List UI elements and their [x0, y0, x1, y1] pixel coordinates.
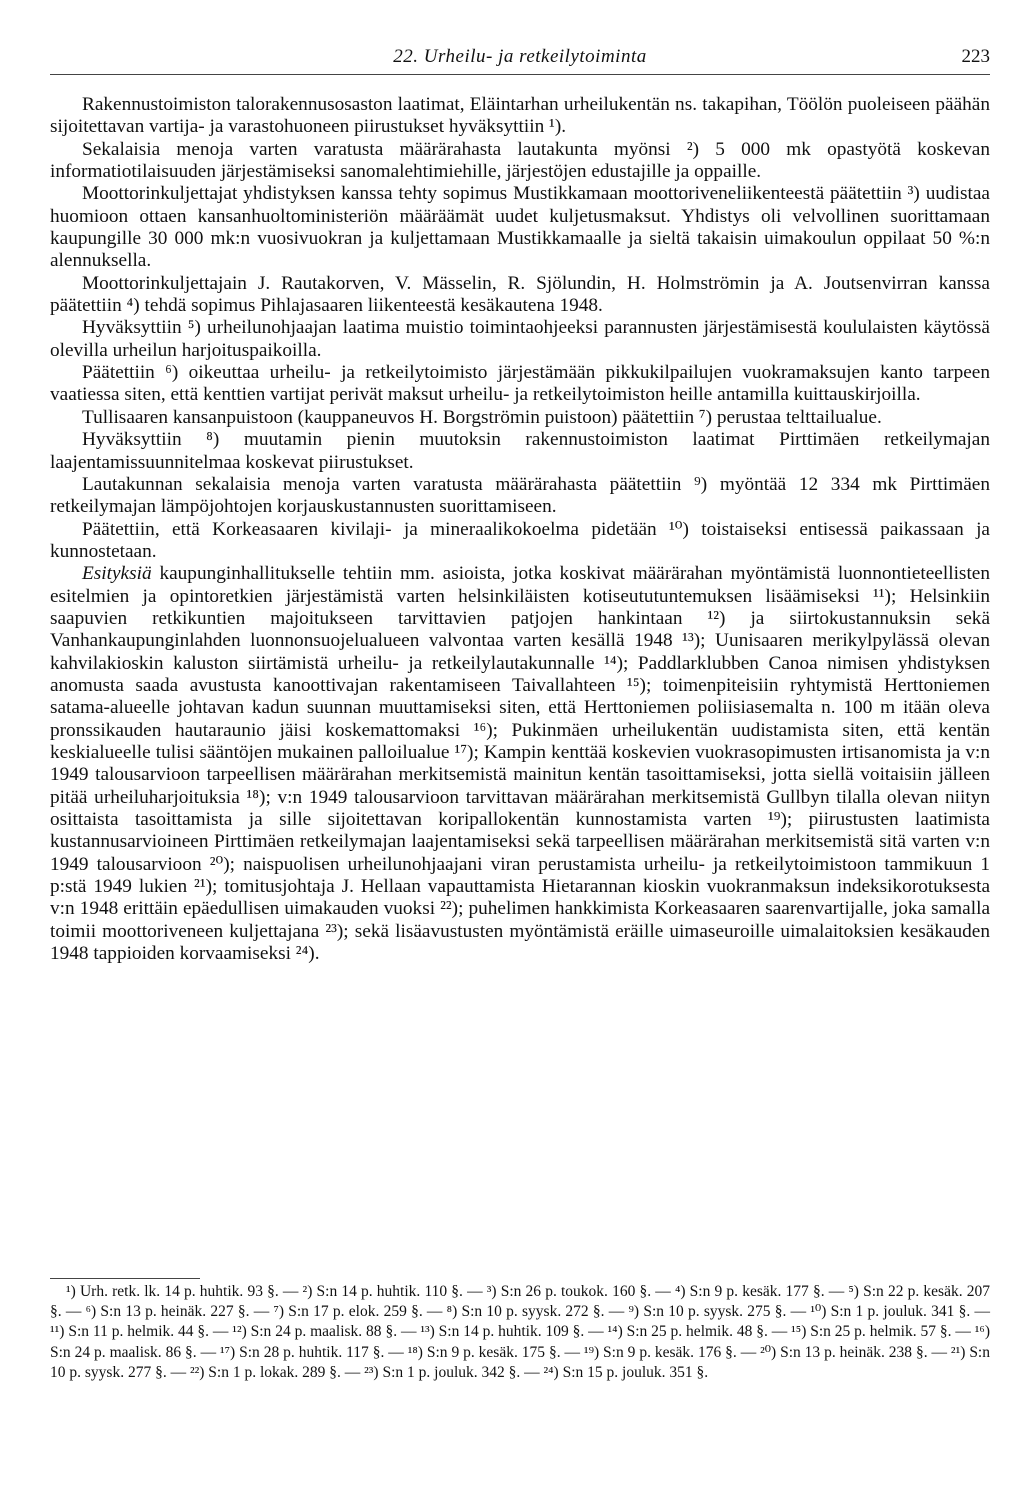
footnotes: [50, 1282, 990, 1383]
header-rule: [50, 74, 990, 75]
paragraph: Päätettiin, että Korkeasaaren kivilaji- ja mineraalikokoelma pidetään ¹⁰) toistaiseksi entisessä paikassaan ja kunnostetaan.: [50, 518, 990, 562]
esityksia-text: kaupunginhallitukselle tehtiin mm. asioista, jotka koskivat määrärahan myöntämistä luonnontieteellisten esitelmien ja opintoretkien järjestämistä varten helsinkiläisten kotiseututuntemuksen lisäämiseksi ¹¹); Helsinkiin saapuvien retkikuntien majoitukseen tarvittavien patjojen hankintaan ¹²) ja siirtokustannuksin sekä Vanhankaupunginlahden luonnonsuojelualueen valvontaa varten kesällä 1948 ¹³); Uunisaaren merikylpylässä olevan kahvilakioskin kaluston siirtämistä urheilu- ja retkeilylautakunnalle ¹⁴); Paddlarklubben Canoa nimisen yhdistyksen anomusta saada avustusta kanoottivajan rakentamiseen Taivallahteen ¹⁵); toimenpiteisiin ryhtymistä Herttoniemen satama-alueelle johtavan kadun suunnan muuttamiseksi siten, että Herttoniemen poliisiasemalta n. 100 m itään oleva pronssikauden hautaraunio jäisi koskemattomaksi ¹⁶); Pukinmäen urheilukentän uudistamista siten, että kentän keskialueelle tulisi sääntöjen mukainen palloilualue ¹⁷); Kampin kenttää koskevien vuokrasopimusten irtisanomista ja v:n 1949 talousarvioon tarpeellisen määrärahan merkitsemistä mainitun kentän tasoittamiseksi, jotta siellä voitaisiin jälleen pitää urheiluharjoituksia ¹⁸); v:n 1949 talousarvioon tarvittavan määrärahan merkitsemistä Gullbyn tilalla olevan niityn osittaista tasoittamista ja sille sijoitettavan koripallokentän kunnostamista varten ¹⁹); piirustusten laatimista kustannusarvioineen Pirttimäen retkeilymajan laajentamiseksi sekä tarpeellisen määrärahan merkitsemistä sitä varten v:n 1949 talousarvioon ²⁰); naispuolisen urheilunohjaajani viran perustamista urheilu- ja retkeilytoimistoon tammikuun 1 p:stä 1949 lukien ²¹); tomitusjohtaja J. Hellaan vapauttamista Hietarannan kioskin vuokranmaksun indeksikorotuksesta v:n 1948 erittäin epäedullisen uimakauden vuoksi ²²); puhelimen hankkimista Korkeasaaren saarenvartijalle, joka samalla toimii moottoriveneen kuljettajana ²³); sekä lisäavustusten myöntämistä eräille uimaseuroille uimalaitoksien kesäkauden 1948 tappioiden korvaamiseksi ²⁴).: [50, 563, 990, 965]
paragraph: Lautakunnan sekalaisia menoja varten varatusta määrärahasta päätettiin ⁹) myöntää 12 334 mk Pirttimäen retkeilymajan lämpöjohtojen korjauskustannusten suorittamiseen.: [50, 473, 990, 518]
paragraph: Hyväksyttiin ⁵) urheilunohjaajan laatima muistio toimintaohjeeksi parannusten järjestämisestä koululaisten käytössä olevilla urheilun harjoituspaikoilla.: [50, 317, 990, 361]
paragraph: Päätettiin ⁶) oikeuttaa urheilu- ja retkeilytoimisto järjestämään pikkukilpailujen vuokramaksujen kanto tarpeen vaatiessa siten, että kenttien vartijat perivät maksut urheilu- ja retkeilytoimiston heille antamilla kuittauskirjoilla.: [50, 362, 990, 406]
body-text: [50, 94, 990, 965]
footnote-text: ¹) Urh. retk. lk. 14 p. huhtik. 93 §. — ²) S:n 14 p. huhtik. 110 §. — ³) S:n 26 p. toukok. 160 §. — ⁴) S:n 9 p. kesäk. 177 §. — ⁵) S:n 22 p. kesäk. 207 §. — ⁶) S:n 13 p. heinäk. 227 §. — ⁷) S:n 17 p. elok. 259 §. — ⁸) S:n 10 p. syysk. 272 §. — ⁹) S:n 10 p. syysk. 275 §. — ¹⁰) S:n 1 p. jouluk. 341 §. — ¹¹) S:n 11 p. helmik. 44 §. — ¹²) S:n 24 p. maalisk. 88 §. — ¹³) S:n 14 p. huhtik. 109 §. — ¹⁴) S:n 25 p. helmik. 48 §. — ¹⁵) S:n 25 p. helmik. 57 §. — ¹⁶) S:n 24 p. maalisk. 86 §. — ¹⁷) S:n 28 p. huhtik. 117 §. — ¹⁸) S:n 9 p. kesäk. 175 §. — ¹⁹) S:n 9 p. kesäk. 176 §. — ²⁰) S:n 13 p. heinäk. 238 §. — ²¹) S:n 10 p. syysk. 277 §. — ²²) S:n 1 p. lokak. 289 §. — ²³) S:n 1 p. jouluk. 342 §. — ²⁴) S:n 15 p. jouluk. 351 §.: [50, 1283, 990, 1381]
paragraph: Rakennustoimiston talorakennusosaston laatimat, Eläintarhan urheilukentän ns. takapihan, Töölön puoleiseen päähän sijoitettavan vartija- ja varastohuoneen piirustukset hyväksyttiin ¹).: [50, 94, 990, 138]
paragraph: Hyväksyttiin ⁸) muutamin pienin muutoksin rakennustoimiston laatimat Pirttimäen retkeilymajan laajentamissuunnitelmaa koskevat piirustukset.: [50, 429, 990, 473]
paragraph: Moottorinkuljettajat yhdistyksen kanssa tehty sopimus Mustikkamaan moottoriveneliikenteestä päätettiin ³) uudistaa huomioon ottaen kansanhuoltoministeriön määräämät uudet kuljetusmaksut. Yhdistys oli velvollinen suorittamaan kaupungille 30 000 mk:n vuosivuokran ja kuljettamaan Mustikkamaalle ja sieltä takaisin uimakoulun oppilaat 50 %:n alennuksella.: [50, 183, 990, 272]
esityksia-paragraph: [50, 563, 990, 965]
footnote-rule: [50, 1278, 200, 1279]
paragraph: Moottorinkuljettajain J. Rautakorven, V. Mässelin, R. Sjölundin, H. Holmströmin ja A. Joutsenvirran kanssa päätettiin ⁴) tehdä sopimus Pihlajasaaren liikenteestä kesäkautena 1948.: [50, 272, 990, 317]
esityksia-lead: Esityksiä: [82, 563, 152, 585]
paragraph: Tullisaaren kansanpuistoon (kauppaneuvos H. Borgströmin puistoon) päätettiin ⁷) perustaa telttailualue.: [82, 406, 882, 428]
page-number: 223: [961, 46, 990, 67]
paragraph: Sekalaisia menoja varten varatusta määrärahasta lautakunta myönsi ²) 5 000 mk opastyötä koskevan informatiotilaisuuden järjestämiseksi sanomalehtimiehille, järjestöjen edustajille ja oppaille.: [50, 138, 990, 183]
running-title: 22. Urheilu- ja retkeilytoiminta: [393, 46, 647, 67]
page-header: [50, 46, 990, 76]
